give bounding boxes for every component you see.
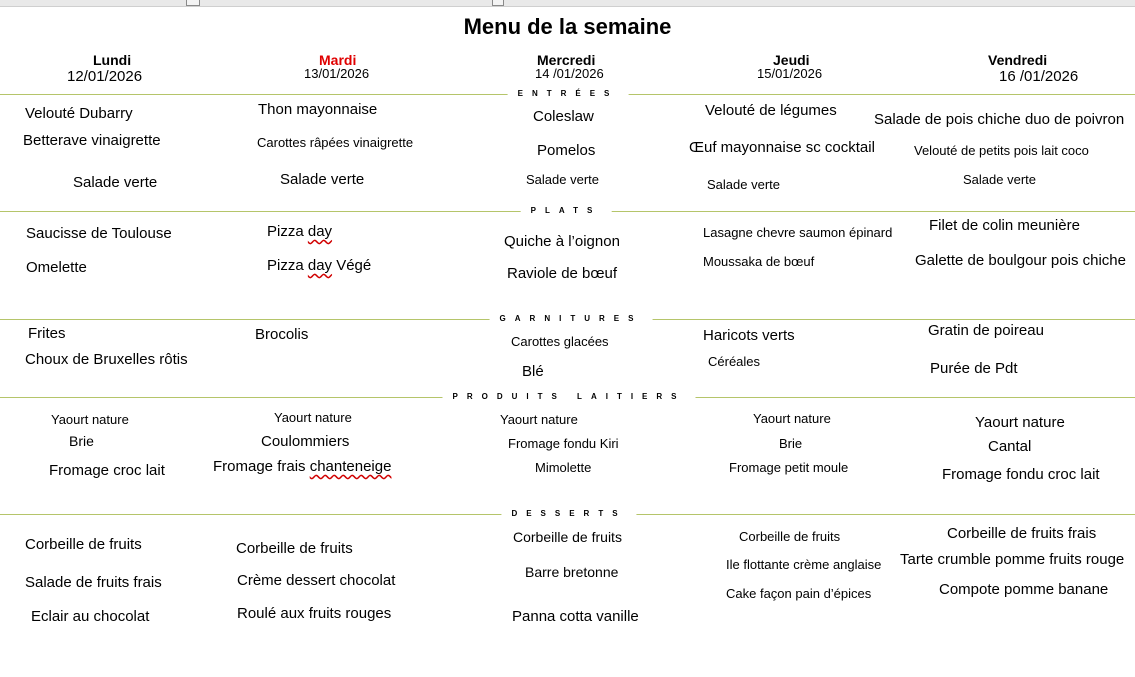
- laitier-vendredi-1: Yaourt nature: [975, 414, 1065, 431]
- dessert-jeudi-3: Cake façon pain d’épices: [726, 586, 872, 601]
- entree-lundi-3: Salade verte: [73, 174, 158, 191]
- entree-lundi-2: Betterave vinaigrette: [23, 132, 161, 149]
- dessert-lundi-2: Salade de fruits frais: [25, 574, 162, 591]
- dessert-vendredi-1: Corbeille de fruits frais: [947, 525, 1097, 542]
- plat-lundi-1: Saucisse de Toulouse: [26, 225, 172, 242]
- plat-mardi-1: Pizza day: [267, 223, 333, 240]
- section-label-garnitures: GARNITURES: [490, 314, 653, 324]
- ruler-indent-marker[interactable]: [186, 0, 200, 6]
- day-date-lundi: 12/01/2026: [67, 68, 143, 85]
- section-label-desserts: DESSERTS: [501, 509, 636, 519]
- day-name-jeudi: Jeudi: [773, 52, 810, 68]
- entree-mardi-2: Carottes râpées vinaigrette: [257, 135, 414, 150]
- entree-vendredi-3: Salade verte: [963, 172, 1036, 187]
- laitier-lundi-3: Fromage croc lait: [49, 462, 165, 479]
- plat-vendredi-2: Galette de boulgour pois chiche: [915, 252, 1126, 269]
- dessert-mercredi-3: Panna cotta vanille: [512, 608, 639, 625]
- laitier-vendredi-2: Cantal: [988, 438, 1032, 455]
- day-name-mardi: Mardi: [319, 52, 357, 68]
- day-date-jeudi: 15/01/2026: [757, 66, 823, 81]
- entree-mercredi-2: Pomelos: [537, 142, 596, 159]
- spellcheck-word[interactable]: chanteneige: [309, 458, 392, 475]
- plat-mercredi-1: Quiche à l’oignon: [504, 233, 620, 250]
- day-date-vendredi: 16 /01/2026: [999, 68, 1079, 85]
- entree-mardi-1: Thon mayonnaise: [258, 101, 378, 118]
- day-name-mercredi: Mercredi: [537, 52, 596, 68]
- garniture-jeudi-1: Haricots verts: [703, 327, 795, 344]
- laitier-lundi-1: Yaourt nature: [51, 412, 129, 427]
- day-name-vendredi: Vendredi: [988, 52, 1048, 68]
- dessert-lundi-3: Eclair au chocolat: [31, 608, 150, 625]
- day-name-lundi: Lundi: [93, 52, 132, 68]
- page-title: Menu de la semaine: [463, 14, 672, 39]
- garniture-mardi-1: Brocolis: [255, 326, 309, 343]
- laitier-mercredi-3: Mimolette: [535, 460, 592, 475]
- spellcheck-word[interactable]: day: [307, 223, 333, 240]
- laitier-mercredi-1: Yaourt nature: [500, 412, 578, 427]
- dessert-mardi-2: Crème dessert chocolat: [237, 572, 396, 589]
- garniture-vendredi-1: Gratin de poireau: [928, 322, 1044, 339]
- plat-vendredi-1: Filet de colin meunière: [929, 217, 1080, 234]
- laitier-lundi-2: Brie: [69, 433, 94, 449]
- section-label-plats: PLATS: [521, 206, 612, 216]
- dessert-jeudi-2: Ile flottante crème anglaise: [726, 557, 882, 572]
- entree-mercredi-3: Salade verte: [526, 172, 599, 187]
- plat-jeudi-2: Moussaka de bœuf: [703, 254, 815, 269]
- section-label-entrees: ENTRÉES: [508, 89, 629, 99]
- garniture-lundi-2: Choux de Bruxelles rôtis: [25, 351, 188, 368]
- laitier-vendredi-3: Fromage fondu croc lait: [942, 466, 1100, 483]
- spellcheck-word[interactable]: day: [307, 257, 333, 274]
- entree-lundi-1: Velouté Dubarry: [25, 105, 133, 122]
- entree-mercredi-1: Coleslaw: [533, 108, 594, 125]
- ruler-bar: [0, 0, 1135, 7]
- day-date-mercredi: 14 /01/2026: [535, 66, 604, 81]
- entree-jeudi-2: Œuf mayonnaise sc cocktail: [689, 139, 875, 156]
- plat-jeudi-1: Lasagne chevre saumon épinard: [703, 225, 893, 240]
- entree-mardi-3: Salade verte: [280, 171, 365, 188]
- laitier-jeudi-3: Fromage petit moule: [729, 460, 849, 475]
- laitier-mercredi-2: Fromage fondu Kiri: [508, 436, 619, 451]
- entree-vendredi-1: Salade de pois chiche duo de poivron: [874, 111, 1125, 128]
- dessert-mercredi-2: Barre bretonne: [525, 564, 619, 580]
- entree-jeudi-1: Velouté de légumes: [705, 102, 837, 119]
- garniture-lundi-1: Frites: [28, 325, 66, 342]
- plat-lundi-2: Omelette: [26, 259, 87, 276]
- section-label-laitiers: PRODUITS LAITIERS: [442, 392, 695, 402]
- dessert-vendredi-2: Tarte crumble pomme fruits rouge: [900, 551, 1125, 568]
- entree-jeudi-3: Salade verte: [707, 177, 780, 192]
- laitier-mardi-1: Yaourt nature: [274, 410, 352, 425]
- garniture-vendredi-2: Purée de Pdt: [930, 360, 1018, 377]
- garniture-mercredi-1: Carottes glacées: [511, 334, 609, 349]
- laitier-mardi-3: Fromage frais chanteneige: [213, 458, 392, 475]
- ruler-tab-marker[interactable]: [492, 0, 504, 6]
- laitier-jeudi-2: Brie: [779, 436, 803, 451]
- dessert-vendredi-3: Compote pomme banane: [939, 581, 1109, 598]
- garniture-mercredi-2: Blé: [522, 363, 544, 380]
- dessert-mercredi-1: Corbeille de fruits: [513, 529, 622, 545]
- garniture-jeudi-2: Céréales: [708, 354, 761, 369]
- dessert-mardi-3: Roulé aux fruits rouges: [237, 605, 392, 622]
- laitier-mardi-2: Coulommiers: [261, 433, 350, 450]
- dessert-mardi-1: Corbeille de fruits: [236, 540, 353, 557]
- plat-mercredi-2: Raviole de bœuf: [507, 265, 618, 282]
- plat-mardi-2: Pizza day Végé: [267, 257, 372, 274]
- dessert-lundi-1: Corbeille de fruits: [25, 536, 142, 553]
- laitier-jeudi-1: Yaourt nature: [753, 411, 831, 426]
- dessert-jeudi-1: Corbeille de fruits: [739, 529, 841, 544]
- entree-vendredi-2: Velouté de petits pois lait coco: [914, 143, 1089, 158]
- day-date-mardi: 13/01/2026: [304, 66, 370, 81]
